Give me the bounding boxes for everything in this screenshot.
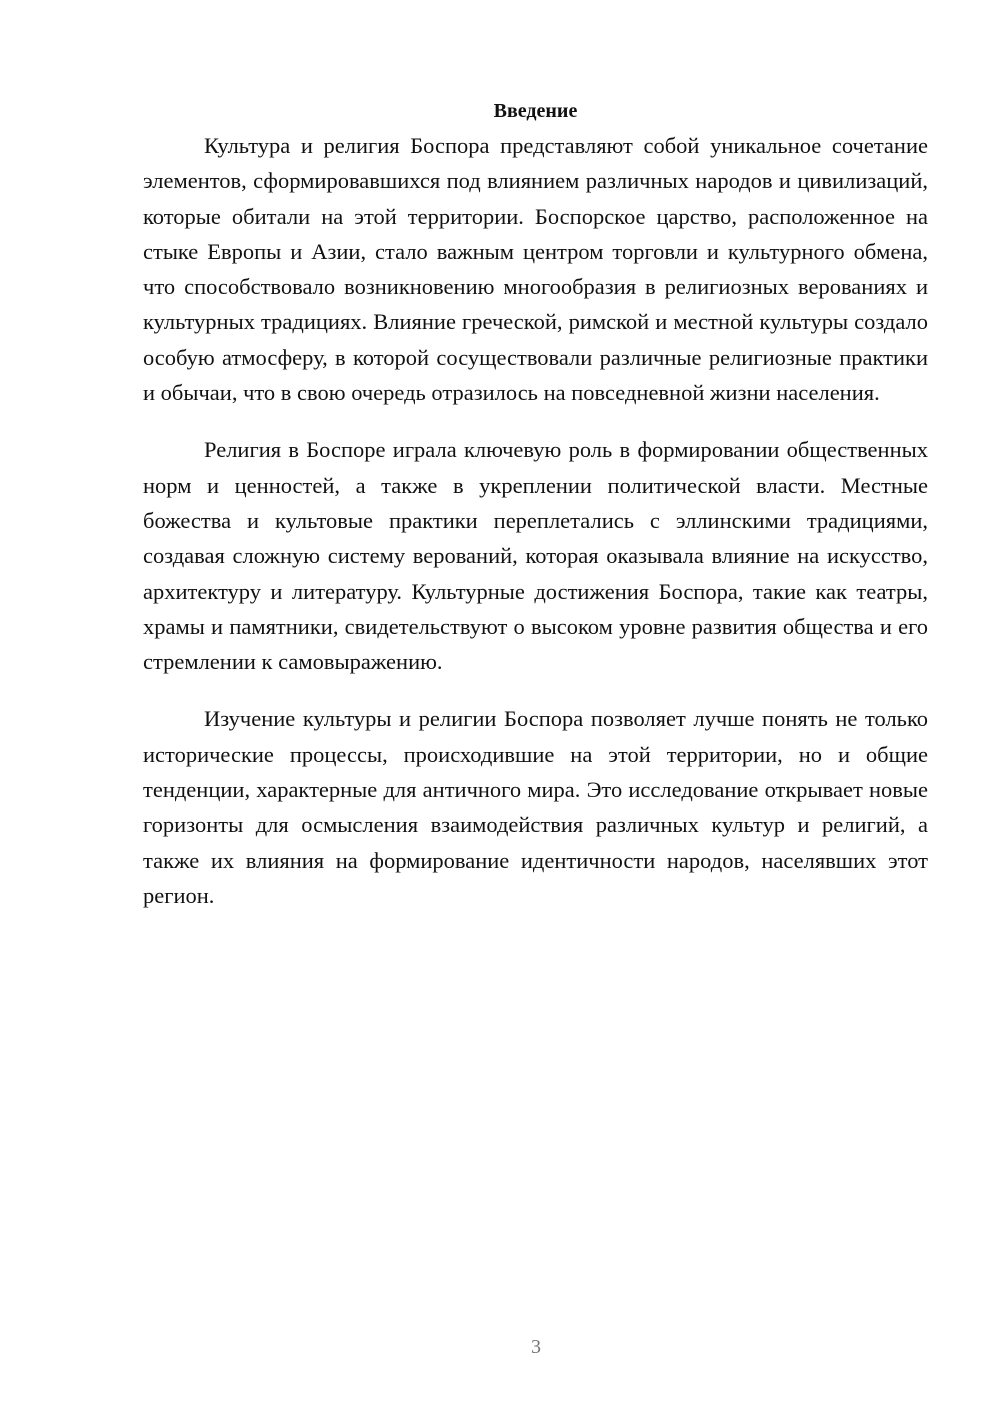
paragraph-2: Религия в Боспоре играла ключевую роль в формировании общественных норм и ценностей, а также в укреплении политической власти. Местные божества и культовые практики переплетались с эллинскими традициями, создавая сложную систему верований, которая оказывала влияние на искусство, архитектуру и литературу. Культурные достижения Боспора, такие как театры, храмы и памятники, свидетельствуют о высоком уровне развития общества и его стремлении к самовыражению. [143,437,928,675]
page-title: Введение [493,100,578,122]
page-body [143,96,928,935]
page-number: 3 [531,1336,541,1358]
paragraph-3: Изучение культуры и религии Боспора позволяет лучше понять не только исторические процессы, происходившие на этой территории, но и общие тенденции, характерные для античного мира. Это исследование открывает новые горизонты для осмысления взаимодействия различных культур и религий, а также их влияния на формирование идентичности народов, населявших этот регион. [143,706,928,908]
paragraph-1: Культура и религия Боспора представляют собой уникальное сочетание элементов, сформировавшихся под влиянием различных народов и цивилизаций, которые обитали на этой территории. Боспорское царство, расположенное на стыке Европы и Азии, стало важным центром торговли и культурного обмена, что способствовало возникновению многообразия в религиозных верованиях и культурных традициях. Влияние греческой, римской и местной культуры создало особую атмосферу, в которой сосуществовали различные религиозные практики и обычаи, что в свою очередь отразилось на повседневной жизни населения. [143,133,928,406]
